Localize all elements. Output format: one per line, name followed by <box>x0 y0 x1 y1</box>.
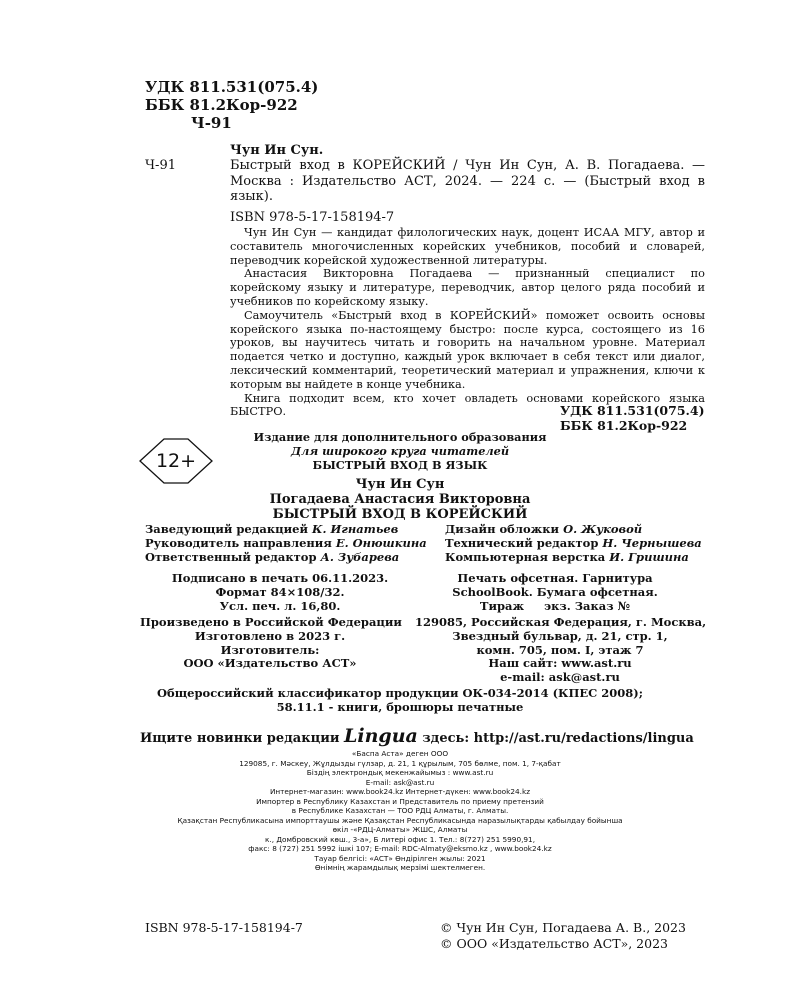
bibliographic-description: Быстрый вход в КОРЕЙСКИЙ / Чун Ин Сун, А. В. Погадаева. — Москва : Издательство АСТ, 2024. — 224 с. — (Быстрый вход в язык). <box>230 158 705 204</box>
edition-info <box>240 430 560 472</box>
copyright-line: © ООО «Издательство АСТ», 2023 <box>440 936 668 951</box>
staff-right <box>445 523 702 564</box>
age-rating-label: 12+ <box>155 450 197 472</box>
copyright-line: © Чун Ин Сун, Погадаева А. В., 2023 <box>440 920 686 935</box>
annotation <box>230 226 705 419</box>
classifier-line: Общероссийский классификатор продукции ОК-034-2014 (КПЕС 2008); <box>157 686 643 700</box>
print-line: Подписано в печать 06.11.2023. <box>171 571 389 585</box>
print-line: Печать офсетная. Гарнитура <box>457 571 653 585</box>
print-info-left <box>170 572 390 613</box>
novelties-line <box>140 725 720 747</box>
producer-line: Произведено в Российской Федерации <box>140 615 402 629</box>
author-name-1: Чун Ин Сун <box>355 477 445 492</box>
isbn-top: ISBN 978-5-17-158194-7 <box>230 210 395 225</box>
copyright-block <box>440 920 686 952</box>
small-print-line: Тауар белгісі: «АСТ» Өндірілген жылы: 2021 <box>314 853 486 863</box>
book-title: БЫСТРЫЙ ВХОД В КОРЕЙСКИЙ <box>272 507 528 522</box>
small-print-line: Интернет-магазин: www.book24.kz Интернет-дүкен: www.book24.kz <box>269 787 531 796</box>
small-print-line: Өнімнің жарамдылық мерзімі шектелмеген. <box>314 863 486 872</box>
print-line: Усл. печ. л. 16,80. <box>219 598 341 613</box>
small-print-line: в Республике Казахстан — ТОО РДЦ Алматы, г. Алматы. <box>291 806 509 815</box>
author-name-2: Погадаева Анастасия Викторовна <box>269 492 531 507</box>
small-print-line: өкіл -«РДЦ-Алматы» ЖШС, Алматы <box>332 825 468 834</box>
udk-code: УДК 811.531(075.4) <box>145 78 319 96</box>
small-print-line: «Баспа Аста» деген ООО <box>351 749 449 758</box>
biblio-cutter: Ч-91 <box>145 158 176 173</box>
lingua-logo: Lingua <box>344 725 418 747</box>
print-info-right <box>440 572 670 613</box>
small-print-line: Импортер в Республику Казахстан и Представитель по приему претензий <box>256 796 544 806</box>
author-heading: Чун Ин Сун. <box>230 143 324 158</box>
edition-series: БЫСТРЫЙ ВХОД В ЯЗЫК <box>312 458 488 472</box>
staff-line: Компьютерная верстка И. Гришина <box>445 549 689 564</box>
print-line: Тираж экз. Заказ № <box>479 598 631 613</box>
producer-address-line: Звездный бульвар, д. 21, стр. 1, <box>452 628 668 643</box>
producer-info-right <box>415 616 705 685</box>
udk-code-right: УДК 811.531(075.4) <box>560 403 705 418</box>
annotation-paragraph: Самоучитель «Быстрый вход в КОРЕЙСКИЙ» поможет освоить основы корейского языка по-настоящему быстро: после курса, состоящего из 16 уроков, вы научитесь читать и говорить на начальном уровне. Материал подается четко и доступно, каждый урок включает в себя текст или диалог, лексический комментарий, теоретический материал и упражнения, ключи к которым вы найдете в конце учебника. <box>230 308 705 391</box>
print-line: SchoolBook. Бумага офсетная. <box>452 584 658 599</box>
annotation-paragraph: Анастасия Викторовна Погадаева — признанный специалист по корейскому языку и литературе, переводчик, автор целого ряда пособий и учебников по корейскому языку. <box>230 267 705 308</box>
producer-email: e-mail: ask@ast.ru <box>500 670 620 685</box>
novelties-text: Ищите новинки редакции <box>140 731 345 746</box>
small-print-line: 129085, г. Мәскеу, Жұлдызды гүлзар, д. 21, 1 құрылым, 705 бөлме, пом. 1, 7-қабат <box>239 758 561 768</box>
bbk-code-right: ББК 81.2Кор-922 <box>560 418 688 433</box>
producer-info-left <box>140 616 400 671</box>
edition-purpose: Издание для дополнительного образования <box>253 430 547 444</box>
bbk-code: ББК 81.2Кор-922 <box>145 96 298 114</box>
edition-audience: Для широкого круга читателей <box>290 444 510 458</box>
small-print-line: E-mail: ask@ast.ru <box>365 777 435 787</box>
novelties-url[interactable]: здесь: http://ast.ru/redactions/lingua <box>417 731 694 746</box>
isbn-bottom: ISBN 978-5-17-158194-7 <box>145 920 303 935</box>
producer-line: ООО «Издательство АСТ» <box>183 656 357 671</box>
staff-line: Дизайн обложки О. Жуковой <box>445 522 643 536</box>
staff-line: Ответственный редактор А. Зубарева <box>145 549 400 564</box>
small-print-line: Біздің электрондық мекенжайымыз : www.ast.ru <box>306 768 494 777</box>
book-authors-title <box>200 477 600 522</box>
importer-small-print <box>100 749 700 873</box>
producer-address-line: 129085, Российская Федерация, г. Москва, <box>415 615 707 629</box>
staff-left <box>145 523 427 564</box>
classifier-line: 58.11.1 - книги, брошюры печатные <box>276 700 524 714</box>
cutter-code: Ч-91 <box>191 114 232 132</box>
producer-address-line: комн. 705, пом. I, этаж 7 <box>476 642 644 657</box>
small-print-line: к., Домбровский көш., 3-а», Б литері офис 1. Тел.: 8(727) 251 5990,91, <box>264 834 536 844</box>
staff-line: Руководитель направления Е. Онюшкина <box>145 535 427 550</box>
classification-codes <box>145 78 318 132</box>
annotation-paragraph: Чун Ин Сун — кандидат филологических наук, доцент ИСАА МГУ, автор и составитель многочисленных корейских учебников, пособий и словарей, переводчик корейской художественной литературы. <box>230 226 705 267</box>
small-print-line: Қазақстан Республикасына импорттаушы және Қазақстан Республикасында наразылықтарды қабылдау бойынша <box>177 815 623 825</box>
product-classifier <box>140 686 660 714</box>
staff-line: Заведующий редакцией К. Игнатьев <box>145 522 399 536</box>
small-print-line: факс: 8 (727) 251 5992 ішкі 107; E-mail: RDC-Almaty@eksmo.kz , www.book24.kz <box>248 844 552 853</box>
annotation-paragraph: Книга подходит всем, кто хочет овладеть основами корейского языка БЫСТРО. <box>230 391 705 419</box>
producer-website: Наш сайт: www.ast.ru <box>488 656 632 671</box>
print-line: Формат 84×108/32. <box>215 584 345 599</box>
producer-line: Изготовлено в 2023 г. <box>194 628 346 643</box>
producer-line: Изготовитель: <box>220 642 320 657</box>
staff-line: Технический редактор Н. Чернышева <box>445 535 702 550</box>
right-classification-codes <box>560 403 705 433</box>
